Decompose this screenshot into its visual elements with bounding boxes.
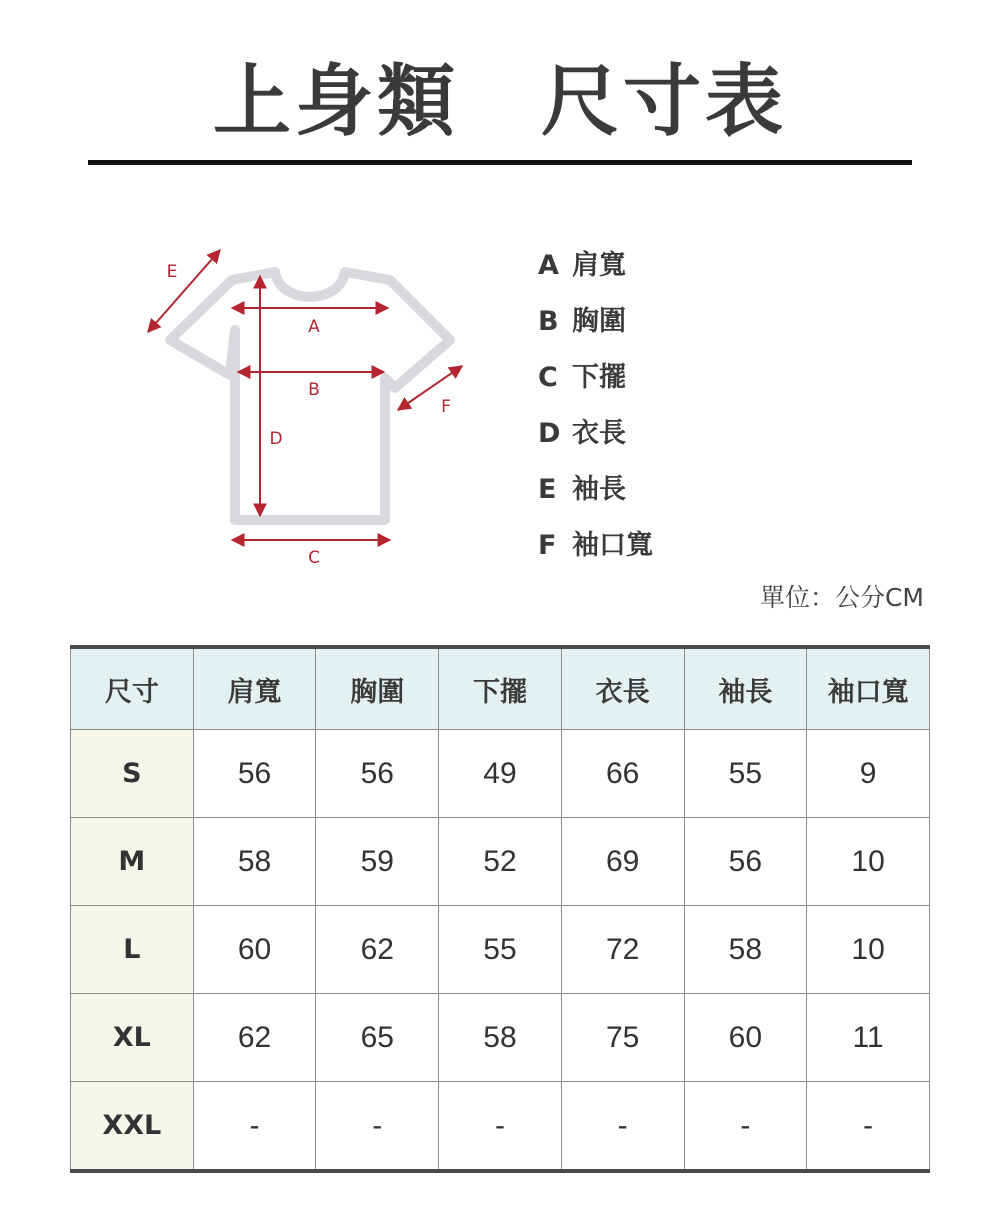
table-header-row [71,647,930,730]
header-hem: 下擺 [439,647,562,730]
value-cell: 56 [193,730,316,818]
legend-item-c [538,356,653,412]
size-cell: L [71,906,194,994]
size-cell: S [71,730,194,818]
value-cell: 58 [684,906,807,994]
header-cuff: 袖口寬 [807,647,930,730]
title-divider [88,160,912,165]
legend-key: B [538,306,559,337]
value-cell: 49 [439,730,562,818]
label-e: E [166,262,178,282]
value-cell: 55 [439,906,562,994]
value-cell: 55 [684,730,807,818]
value-cell: - [316,1082,439,1172]
legend-key: C [538,362,558,393]
table-row [71,994,930,1082]
legend-label: 袖口寬 [572,530,653,561]
value-cell: - [193,1082,316,1172]
value-cell: - [684,1082,807,1172]
label-f: F [441,397,451,417]
label-c: C [308,548,320,568]
value-cell: 58 [439,994,562,1082]
value-cell: - [807,1082,930,1172]
legend-item-e [538,468,653,524]
table-row [71,1082,930,1172]
legend-label: 肩寬 [572,250,626,281]
value-cell: 62 [193,994,316,1082]
legend-key: F [538,530,557,561]
value-cell: 59 [316,818,439,906]
size-table [70,645,930,1173]
legend-label: 衣長 [572,418,626,449]
legend-key: E [538,474,557,505]
label-b: B [308,380,320,400]
measurement-legend [538,244,653,580]
legend-item-f [538,524,653,580]
label-d: D [269,429,283,449]
legend-item-b [538,300,653,356]
header-size: 尺寸 [71,647,194,730]
unit-label: 單位：公分CM [759,583,924,612]
header-chest: 胸圍 [316,647,439,730]
legend-key: A [538,250,559,281]
value-cell: 60 [193,906,316,994]
table-row [71,730,930,818]
size-cell: M [71,818,194,906]
value-cell: 56 [684,818,807,906]
legend-item-d [538,412,653,468]
value-cell: 9 [807,730,930,818]
value-cell: - [561,1082,684,1172]
header-sleeve: 袖長 [684,647,807,730]
tshirt-diagram [140,240,470,570]
page-title: 上身類 尺寸表 [212,57,787,147]
table-row [71,906,930,994]
value-cell: 56 [316,730,439,818]
value-cell: 75 [561,994,684,1082]
value-cell: 69 [561,818,684,906]
value-cell: 10 [807,906,930,994]
value-cell: 62 [316,906,439,994]
value-cell: 58 [193,818,316,906]
size-cell: XXL [71,1082,194,1172]
legend-label: 胸圍 [572,306,626,337]
label-a: A [308,317,320,337]
table-row [71,818,930,906]
header-length: 衣長 [561,647,684,730]
value-cell: 11 [807,994,930,1082]
value-cell: 10 [807,818,930,906]
value-cell: 72 [561,906,684,994]
legend-item-a [538,244,653,300]
size-cell: XL [71,994,194,1082]
value-cell: 52 [439,818,562,906]
legend-label: 下擺 [572,362,626,393]
value-cell: - [439,1082,562,1172]
value-cell: 65 [316,994,439,1082]
value-cell: 66 [561,730,684,818]
legend-label: 袖長 [572,474,626,505]
header-shoulder: 肩寬 [193,647,316,730]
legend-key: D [538,418,561,449]
value-cell: 60 [684,994,807,1082]
